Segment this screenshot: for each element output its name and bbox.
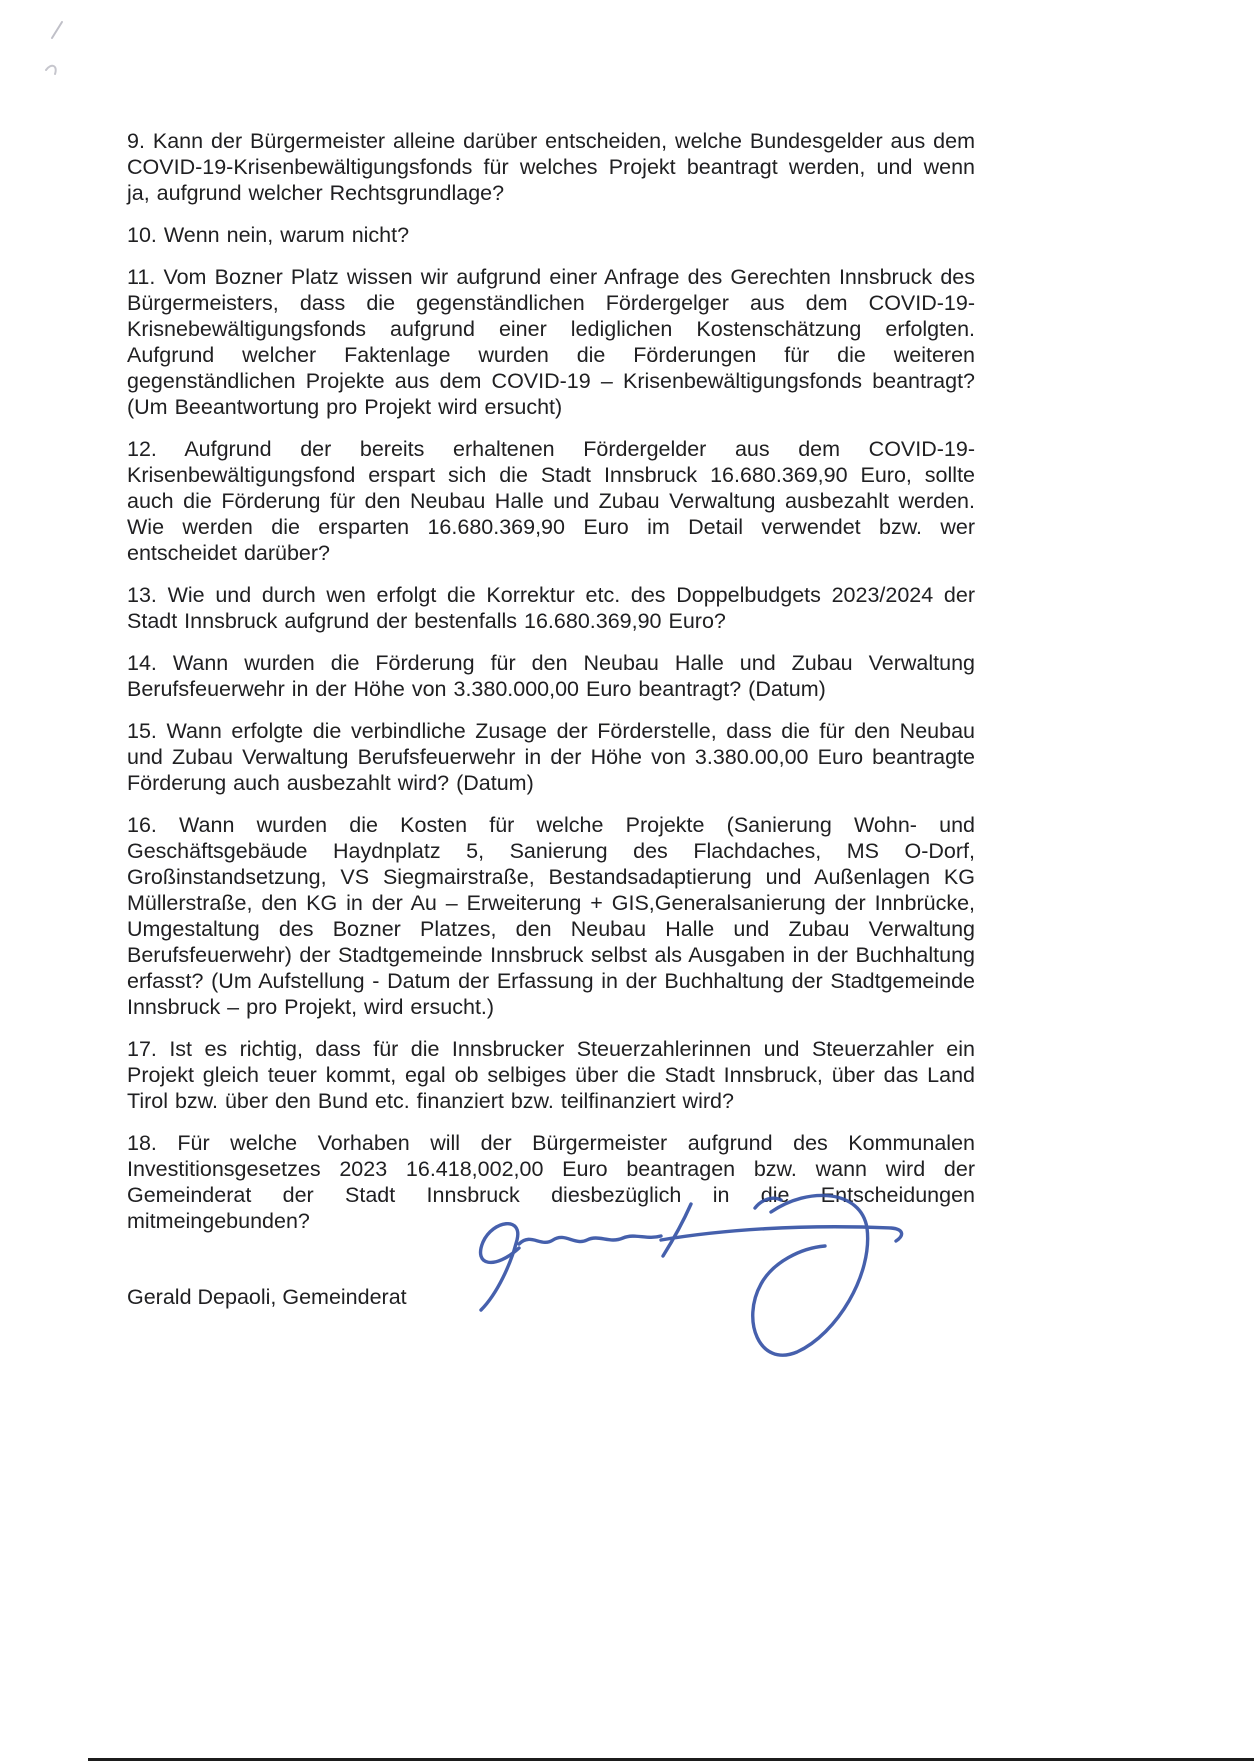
paragraph-q13: 13. Wie und durch wen erfolgt die Korrektur etc. des Doppelbudgets 2023/2024 der Stadt Innsbruck aufgrund der bestenfalls 16.680.369,90 Euro? xyxy=(127,583,975,633)
paragraph-q9: 9. Kann der Bürgermeister alleine darüber entscheiden, welche Bundesgelder aus dem COVID-19-Krisenbewältigungsfonds für welches Projekt beantragt werden, und wenn ja, aufgrund welcher Rechtsgrundlage? xyxy=(127,129,975,205)
scan-edge-line xyxy=(88,1758,1254,1761)
paragraph-q11: 11. Vom Bozner Platz wissen wir aufgrund einer Anfrage des Gerechten Innsbruck des Bürgermeisters, dass die gegenständlichen Fördergelger aus dem COVID-19-Krisnebewältigungsfonds aufgrund einer lediglichen Kostenschätzung erfolgten. Aufgrund welcher Faktenlage wurden die Förderungen für die weiteren gegenständlichen Projekte aus dem COVID-19 – Krisenbewältigungsfonds beantragt? (Um Beeantwortung pro Projekt wird ersucht) xyxy=(127,265,975,419)
paragraph-q15: 15. Wann erfolgte die verbindliche Zusage der Förderstelle, dass die für den Neubau und Zubau Verwaltung Berufsfeuerwehr in der Höhe von 3.380.00,00 Euro beantragte Förderung auch ausbezahlt wird? (Datum) xyxy=(127,719,975,795)
signature-block xyxy=(127,1284,975,1310)
paragraph-q16: 16. Wann wurden die Kosten für welche Projekte (Sanierung Wohn- und Geschäftsgebäude Haydnplatz 5, Sanierung des Flachdaches, MS O-Dorf, Großinstandsetzung, VS Siegmairstraße, Bestandsadaptierung und Außenlagen KG Müllerstraße, den KG in der Au – Erweiterung + GIS,Generalsanierung der Innbrücke, Umgestaltung des Bozner Platzes, den Neubau Halle und Zubau Verwaltung Berufsfeuerwehr) der Stadtgemeinde Innsbruck selbst als Ausgaben in der Buchhaltung erfasst? (Um Aufstellung - Datum der Erfassung in der Buchhaltung der Stadtgemeinde Innsbruck – pro Projekt, wird ersucht.) xyxy=(127,813,975,1019)
pencil-mark xyxy=(38,14,98,94)
paragraph-q12: 12. Aufgrund der bereits erhaltenen Fördergelder aus dem COVID-19-Krisenbewältigungsfond erspart sich die Stadt Innsbruck 16.680.369,90 Euro, sollte auch die Förderung für den Neubau Halle und Zubau Verwaltung ausbezahlt werden. Wie werden die ersparten 16.680.369,90 Euro im Detail verwendet bzw. wer entscheidet darüber? xyxy=(127,437,975,565)
paragraph-q17: 17. Ist es richtig, dass für die Innsbrucker Steuerzahlerinnen und Steuerzahler ein Projekt gleich teuer kommt, egal ob selbiges über die Stadt Innsbruck, über das Land Tirol bzw. über den Bund etc. finanziert bzw. teilfinanziert wird? xyxy=(127,1037,975,1113)
paragraph-q14: 14. Wann wurden die Förderung für den Neubau Halle und Zubau Verwaltung Berufsfeuerwehr in der Höhe von 3.380.000,00 Euro beantragt? (Datum) xyxy=(127,651,975,701)
document-body xyxy=(127,128,975,1310)
paragraph-q18: 18. Für welche Vorhaben will der Bürgermeister aufgrund des Kommunalen Investitionsgesetzes 2023 16.418,002,00 Euro beantragen bzw. wann wird der Gemeinderat der Stadt Innsbruck diesbezüglich in die Entscheidungen mitmeingebunden? xyxy=(127,1131,975,1233)
paragraph-q10: 10. Wenn nein, warum nicht? xyxy=(127,223,410,247)
signer-name: Gerald Depaoli, Gemeinderat xyxy=(127,1285,407,1309)
